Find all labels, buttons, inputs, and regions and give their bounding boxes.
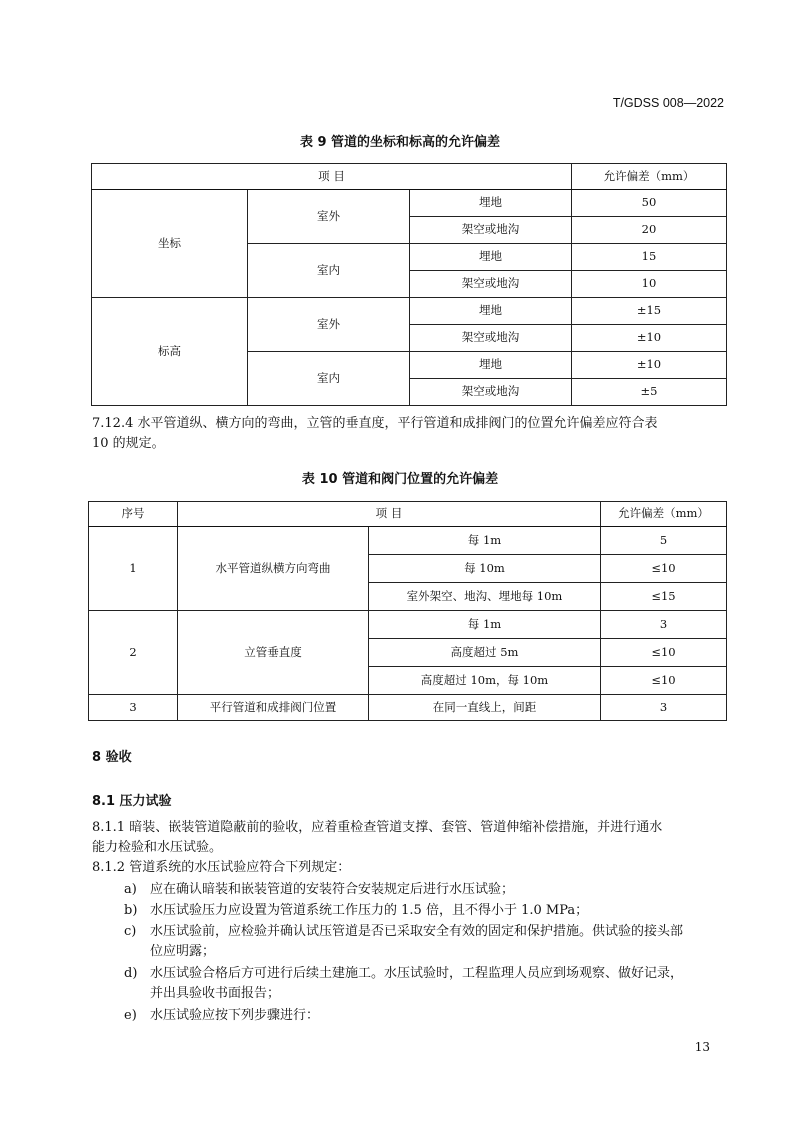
table-10-head-no: 序号 <box>89 502 178 527</box>
list-item-mark: c) <box>124 924 137 939</box>
table-10-value: ≤15 <box>601 583 727 611</box>
table-10-value: 5 <box>601 527 727 555</box>
table-9-sub-label: 室外 <box>248 298 410 352</box>
list-item-line: 水压试验应按下列步骤进行： <box>150 1008 320 1023</box>
table-9-sub-label: 室内 <box>248 352 410 406</box>
list-item <box>150 964 732 1004</box>
table-10-cond: 每 1m <box>369 527 601 555</box>
list-item-line: 应在确认暗装和嵌装管道的安装符合安装规定后进行水压试验； <box>150 882 515 897</box>
table-10-item: 水平管道纵横方向弯曲 <box>178 527 369 611</box>
table-10-item: 立管垂直度 <box>178 611 369 695</box>
list-item-line: 水压试验压力应设置为管道系统工作压力的 1.5 倍，且不得小于 1.0 MPa； <box>150 903 589 918</box>
table-10-no: 3 <box>89 695 178 721</box>
table-9-value: 10 <box>572 271 727 298</box>
clause-line: 10 的规定。 <box>92 436 165 451</box>
table-9-type: 架空或地沟 <box>410 379 572 406</box>
table-10-cond: 在同一直线上，间距 <box>369 695 601 721</box>
table-10-cond: 高度超过 10m，每 10m <box>369 667 601 695</box>
table-9-group-label: 坐标 <box>92 190 248 298</box>
list-item-line: 并出具验收书面报告； <box>150 986 281 1001</box>
list-item-mark: d) <box>124 966 138 981</box>
section-8-1-heading: 8.1 压力试验 <box>92 794 172 809</box>
page-number: 13 <box>694 1040 710 1054</box>
list-item-mark: e) <box>124 1008 137 1023</box>
list-item <box>150 1006 732 1026</box>
table-10-item: 平行管道和成排阀门位置 <box>178 695 369 721</box>
table-9-type: 架空或地沟 <box>410 271 572 298</box>
table-10-no: 1 <box>89 527 178 611</box>
table-10-cond: 每 10m <box>369 555 601 583</box>
table-9-group-label: 标高 <box>92 298 248 406</box>
table-9-value: 15 <box>572 244 727 271</box>
table-9-sub-label: 室外 <box>248 190 410 244</box>
table-9-value: ±5 <box>572 379 727 406</box>
clause-line: 7.12.4 水平管道纵、横方向的弯曲，立管的垂直度，平行管道和成排阀门的位置允许偏差应符合表 <box>92 416 658 431</box>
table-9-value: 20 <box>572 217 727 244</box>
table-9-value: ±10 <box>572 352 727 379</box>
table-9 <box>91 163 727 406</box>
table-10-cond: 高度超过 5m <box>369 639 601 667</box>
table-9-value: ±10 <box>572 325 727 352</box>
clause-line: 8.1.1 暗装、嵌装管道隐蔽前的验收，应着重检查管道支撑、套管、管道伸缩补偿措施，并进行通水 <box>92 820 663 835</box>
table-9-value: 50 <box>572 190 727 217</box>
table-9-sub-label: 室内 <box>248 244 410 298</box>
standard-code: T/GDSS 008—2022 <box>612 96 724 110</box>
table-10-cond: 每 1m <box>369 611 601 639</box>
list-item <box>150 901 732 921</box>
table-10-value: ≤10 <box>601 555 727 583</box>
table-9-type: 埋地 <box>410 190 572 217</box>
table-9-caption: 表 9 管道的坐标和标高的允许偏差 <box>299 135 501 150</box>
clause-line: 能力检验和水压试验。 <box>92 840 223 855</box>
table-9-type: 埋地 <box>410 244 572 271</box>
section-8-heading: 8 验收 <box>92 750 132 765</box>
list-item-line: 位应明露； <box>150 944 216 959</box>
table-10-cond: 室外架空、地沟、埋地每 10m <box>369 583 601 611</box>
list-item-mark: b) <box>124 903 138 918</box>
table-10-caption: 表 10 管道和阀门位置的允许偏差 <box>301 472 499 487</box>
table-9-value: ±15 <box>572 298 727 325</box>
clause-8-1-2 <box>92 858 732 878</box>
table-9-head-tolerance: 允许偏差（mm） <box>572 164 727 190</box>
table-9-type: 架空或地沟 <box>410 325 572 352</box>
list-item-mark: a) <box>124 882 137 897</box>
clause-7-12-4 <box>92 414 732 454</box>
table-9-type: 埋地 <box>410 298 572 325</box>
list-item <box>150 880 732 900</box>
table-9-head-item: 项 目 <box>92 164 572 190</box>
clause-8-1-1 <box>92 818 732 858</box>
table-10-value: ≤10 <box>601 639 727 667</box>
list-item-line: 水压试验前，应检验并确认试压管道是否已采取安全有效的固定和保护措施。供试验的接头部 <box>150 924 684 939</box>
table-10-no: 2 <box>89 611 178 695</box>
table-10-head-tolerance: 允许偏差（mm） <box>601 502 727 527</box>
table-10-value: 3 <box>601 611 727 639</box>
table-10-value: 3 <box>601 695 727 721</box>
table-9-type: 埋地 <box>410 352 572 379</box>
list-item-line: 水压试验合格后方可进行后续土建施工。水压试验时，工程监理人员应到场观察、做好记录， <box>150 966 684 981</box>
table-10-value: ≤10 <box>601 667 727 695</box>
list-item <box>150 922 732 962</box>
table-10-head-item: 项 目 <box>178 502 601 527</box>
table-9-type: 架空或地沟 <box>410 217 572 244</box>
clause-line: 8.1.2 管道系统的水压试验应符合下列规定： <box>92 860 351 875</box>
table-10 <box>88 501 727 721</box>
